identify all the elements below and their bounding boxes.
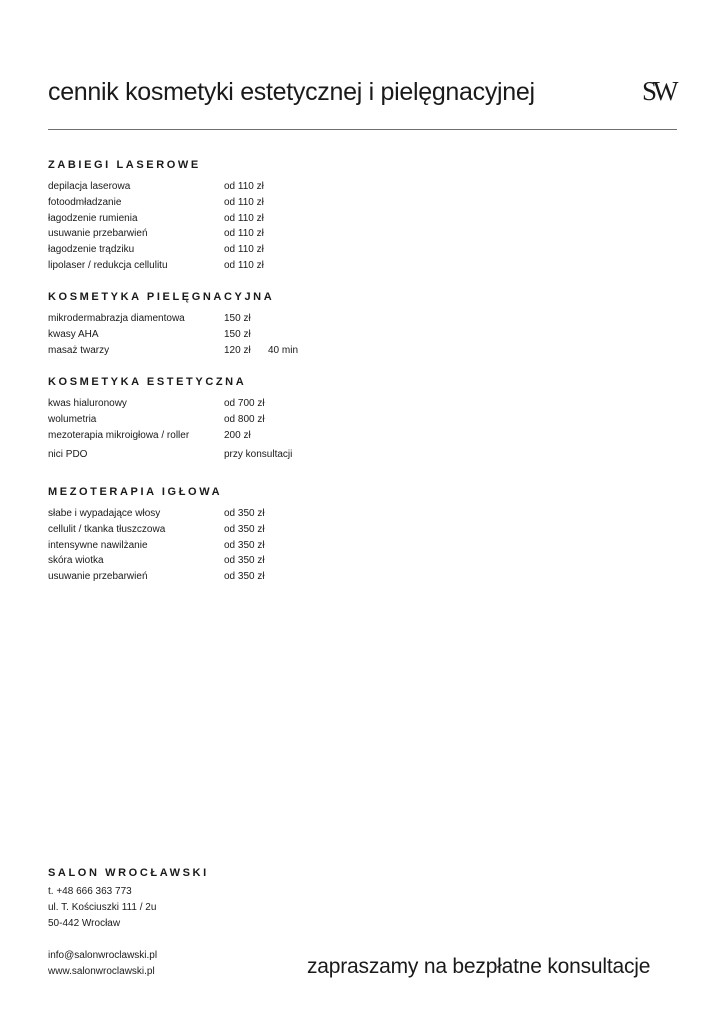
service-name: cellulit / tkanka tłuszczowa xyxy=(48,523,166,535)
website-link[interactable]: www.salonwroclawski.pl xyxy=(48,966,155,977)
price-row xyxy=(48,447,448,463)
service-price: od 110 zł xyxy=(224,244,264,256)
service-name: kwasy AHA xyxy=(48,328,99,340)
price-row xyxy=(48,569,448,585)
service-name: kwas hialuronowy xyxy=(48,398,127,409)
price-row xyxy=(48,211,448,227)
section-zabiegi-laserowe xyxy=(48,159,448,274)
price-row xyxy=(48,428,448,444)
price-row xyxy=(48,179,448,195)
header-divider xyxy=(48,129,677,130)
price-row xyxy=(48,506,448,522)
service-price: od 350 zł xyxy=(224,539,265,551)
section-kosmetyka-estetyczna xyxy=(48,376,448,463)
service-price: 200 zł xyxy=(224,429,251,441)
service-price: od 110 zł xyxy=(224,228,264,240)
price-row xyxy=(48,412,448,428)
service-price: od 110 zł xyxy=(224,259,264,271)
street-address: ul. T. Kościuszki 111 / 2u xyxy=(48,902,157,913)
price-row xyxy=(48,242,448,258)
price-row xyxy=(48,195,448,211)
service-price: 150 zł xyxy=(224,328,251,340)
service-name: lipolaser / redukcja cellulitu xyxy=(48,259,168,271)
city-address: 50-442 Wrocław xyxy=(48,918,121,929)
service-price: przy konsultacji xyxy=(224,449,293,461)
service-name: nici PDO xyxy=(48,449,88,461)
service-name: fotoodmładzanie xyxy=(48,196,122,208)
service-name: usuwanie przebarwień xyxy=(48,571,148,583)
section-title: KOSMETYKA ESTETYCZNA xyxy=(48,376,247,388)
service-price: od 350 zł xyxy=(224,555,265,567)
service-name: intensywne nawilżanie xyxy=(48,539,148,551)
service-price: od 700 zł xyxy=(224,398,265,409)
service-duration: 40 min xyxy=(268,344,299,356)
service-name: masaż twarzy xyxy=(48,344,110,356)
phone-number: t. +48 666 363 773 xyxy=(48,886,132,897)
service-price: od 110 zł xyxy=(224,212,264,224)
consultation-invite: zapraszamy na bezpłatne konsultacje xyxy=(307,955,651,978)
service-price: 120 zł xyxy=(224,344,251,356)
service-price: od 800 zł xyxy=(224,413,265,425)
service-name: słabe i wypadające włosy xyxy=(48,508,161,519)
section-title: KOSMETYKA PIELĘGNACYJNA xyxy=(48,291,275,303)
price-row xyxy=(48,311,448,327)
section-title: ZABIEGI LASEROWE xyxy=(48,159,201,171)
service-name: usuwanie przebarwień xyxy=(48,228,148,240)
section-mezoterapia-iglowa xyxy=(48,486,448,585)
section-title: MEZOTERAPIA IGŁOWA xyxy=(48,486,223,498)
service-price: od 350 zł xyxy=(224,523,265,535)
service-name: mezoterapia mikroigłowa / roller xyxy=(48,429,190,441)
service-price: od 350 zł xyxy=(224,508,265,519)
section-kosmetyka-pielegnacyjna xyxy=(48,291,448,358)
service-name: wolumetria xyxy=(48,413,97,425)
salon-name: SALON WROCŁAWSKI xyxy=(48,867,209,879)
service-price: od 110 zł xyxy=(224,181,264,192)
price-row xyxy=(48,343,448,359)
service-name: łagodzenie rumienia xyxy=(48,212,138,224)
sw-logo: SW xyxy=(642,76,675,106)
price-row xyxy=(48,226,448,242)
service-name: depilacja laserowa xyxy=(48,181,131,192)
price-row xyxy=(48,522,448,538)
price-row xyxy=(48,396,448,412)
price-row xyxy=(48,258,448,274)
service-price: 150 zł xyxy=(224,313,251,324)
service-name: mikrodermabrazja diamentowa xyxy=(48,313,185,324)
page-title: cennik kosmetyki estetycznej i pielęgnacyjnej xyxy=(48,78,535,106)
price-row xyxy=(48,327,448,343)
price-row xyxy=(48,538,448,554)
service-price: od 110 zł xyxy=(224,196,264,208)
email-link[interactable]: info@salonwroclawski.pl xyxy=(48,950,158,961)
service-name: łagodzenie trądziku xyxy=(48,244,135,256)
price-row xyxy=(48,553,448,569)
service-price: od 350 zł xyxy=(224,571,265,583)
service-name: skóra wiotka xyxy=(48,555,104,567)
